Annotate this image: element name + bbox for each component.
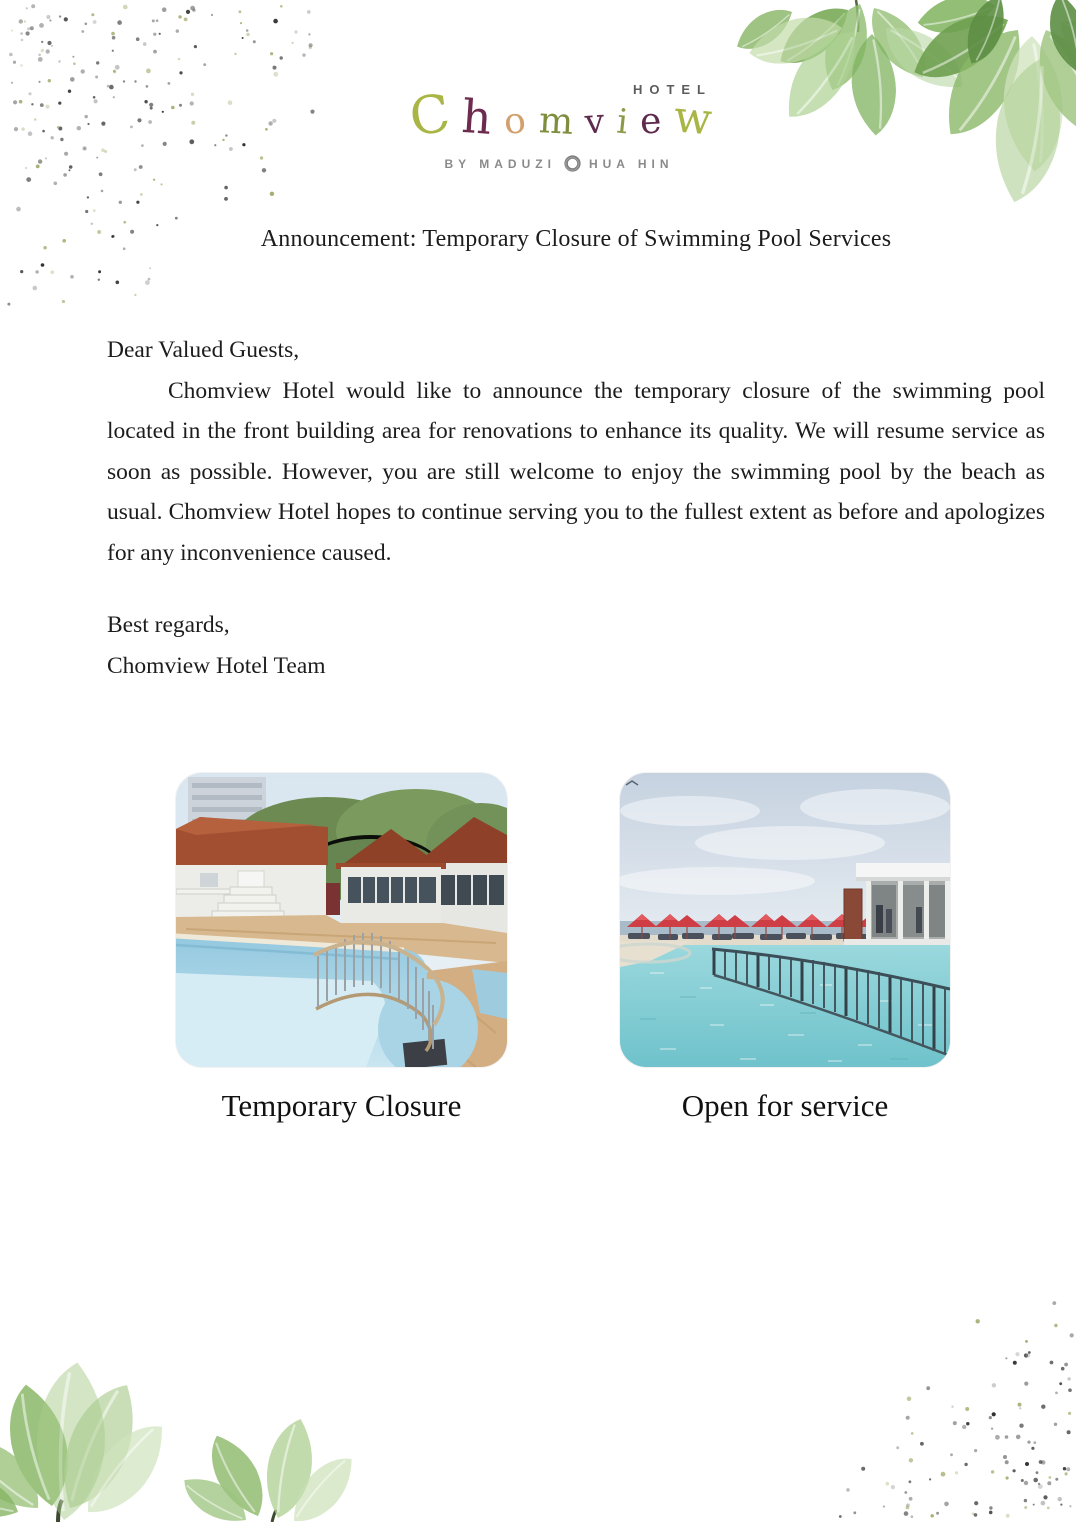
person-silhouette [886, 909, 892, 933]
left-bungalow [176, 817, 328, 919]
closing-text: Best regards, [107, 612, 230, 638]
signature-text: Chomview Hotel Team [107, 652, 326, 679]
beach-pool-photo [620, 773, 950, 1067]
brand-letter: e [639, 100, 663, 143]
dots-decoration-bottom-right [839, 1301, 1074, 1518]
letter-body [107, 330, 1045, 573]
beach-pool-illustration [620, 773, 950, 1067]
brand-letter: w [672, 91, 715, 146]
hotel-logo [406, 82, 715, 178]
logo-hotel-label: HOTEL [632, 82, 712, 97]
logo-byline [408, 154, 710, 173]
brand-letter: v [583, 101, 606, 143]
byline-left-text: BY MADUZI [444, 156, 556, 171]
leaves-decoration-bottom-left [0, 1357, 367, 1522]
brand-letter: m [537, 100, 574, 143]
pool-pavilion [844, 863, 950, 949]
announcement-paragraph: Chomview Hotel would like to announce the temporary closure of the swimming pool located in the front building area for renovations to enhance its quality. We will resume service as soon as possible. However, you are still welcome to enjoy the swimming pool by the beach as usual. Chomview Hotel hopes to continue serving you to the fullest extent as before and apologizes for any inconvenience caused. [107, 377, 1045, 566]
brand-letter: C [406, 83, 454, 149]
brand-letter: o [502, 99, 529, 144]
brand-letter: i [615, 101, 630, 143]
closed-pool-photo [176, 773, 507, 1067]
dots-decoration-top-left [7, 4, 314, 305]
red-door [326, 883, 340, 915]
open-pool-caption: Open for service [681, 1088, 889, 1123]
maduzi-ring-icon [563, 154, 582, 173]
announcement-title: Announcement: Temporary Closure of Swimming Pool Services [260, 226, 892, 252]
person-silhouette [876, 905, 883, 933]
dark-object [403, 1039, 447, 1067]
closed-pool-caption: Temporary Closure [221, 1088, 462, 1123]
letter-closing [107, 605, 326, 686]
person-silhouette [916, 907, 922, 933]
salutation: Dear Valued Guests, [107, 337, 300, 363]
brand-letter: h [460, 89, 494, 145]
byline-right-text: HUA HIN [588, 156, 674, 171]
closed-pool-illustration [176, 773, 507, 1067]
leaves-decoration-top-right [729, 0, 1076, 209]
